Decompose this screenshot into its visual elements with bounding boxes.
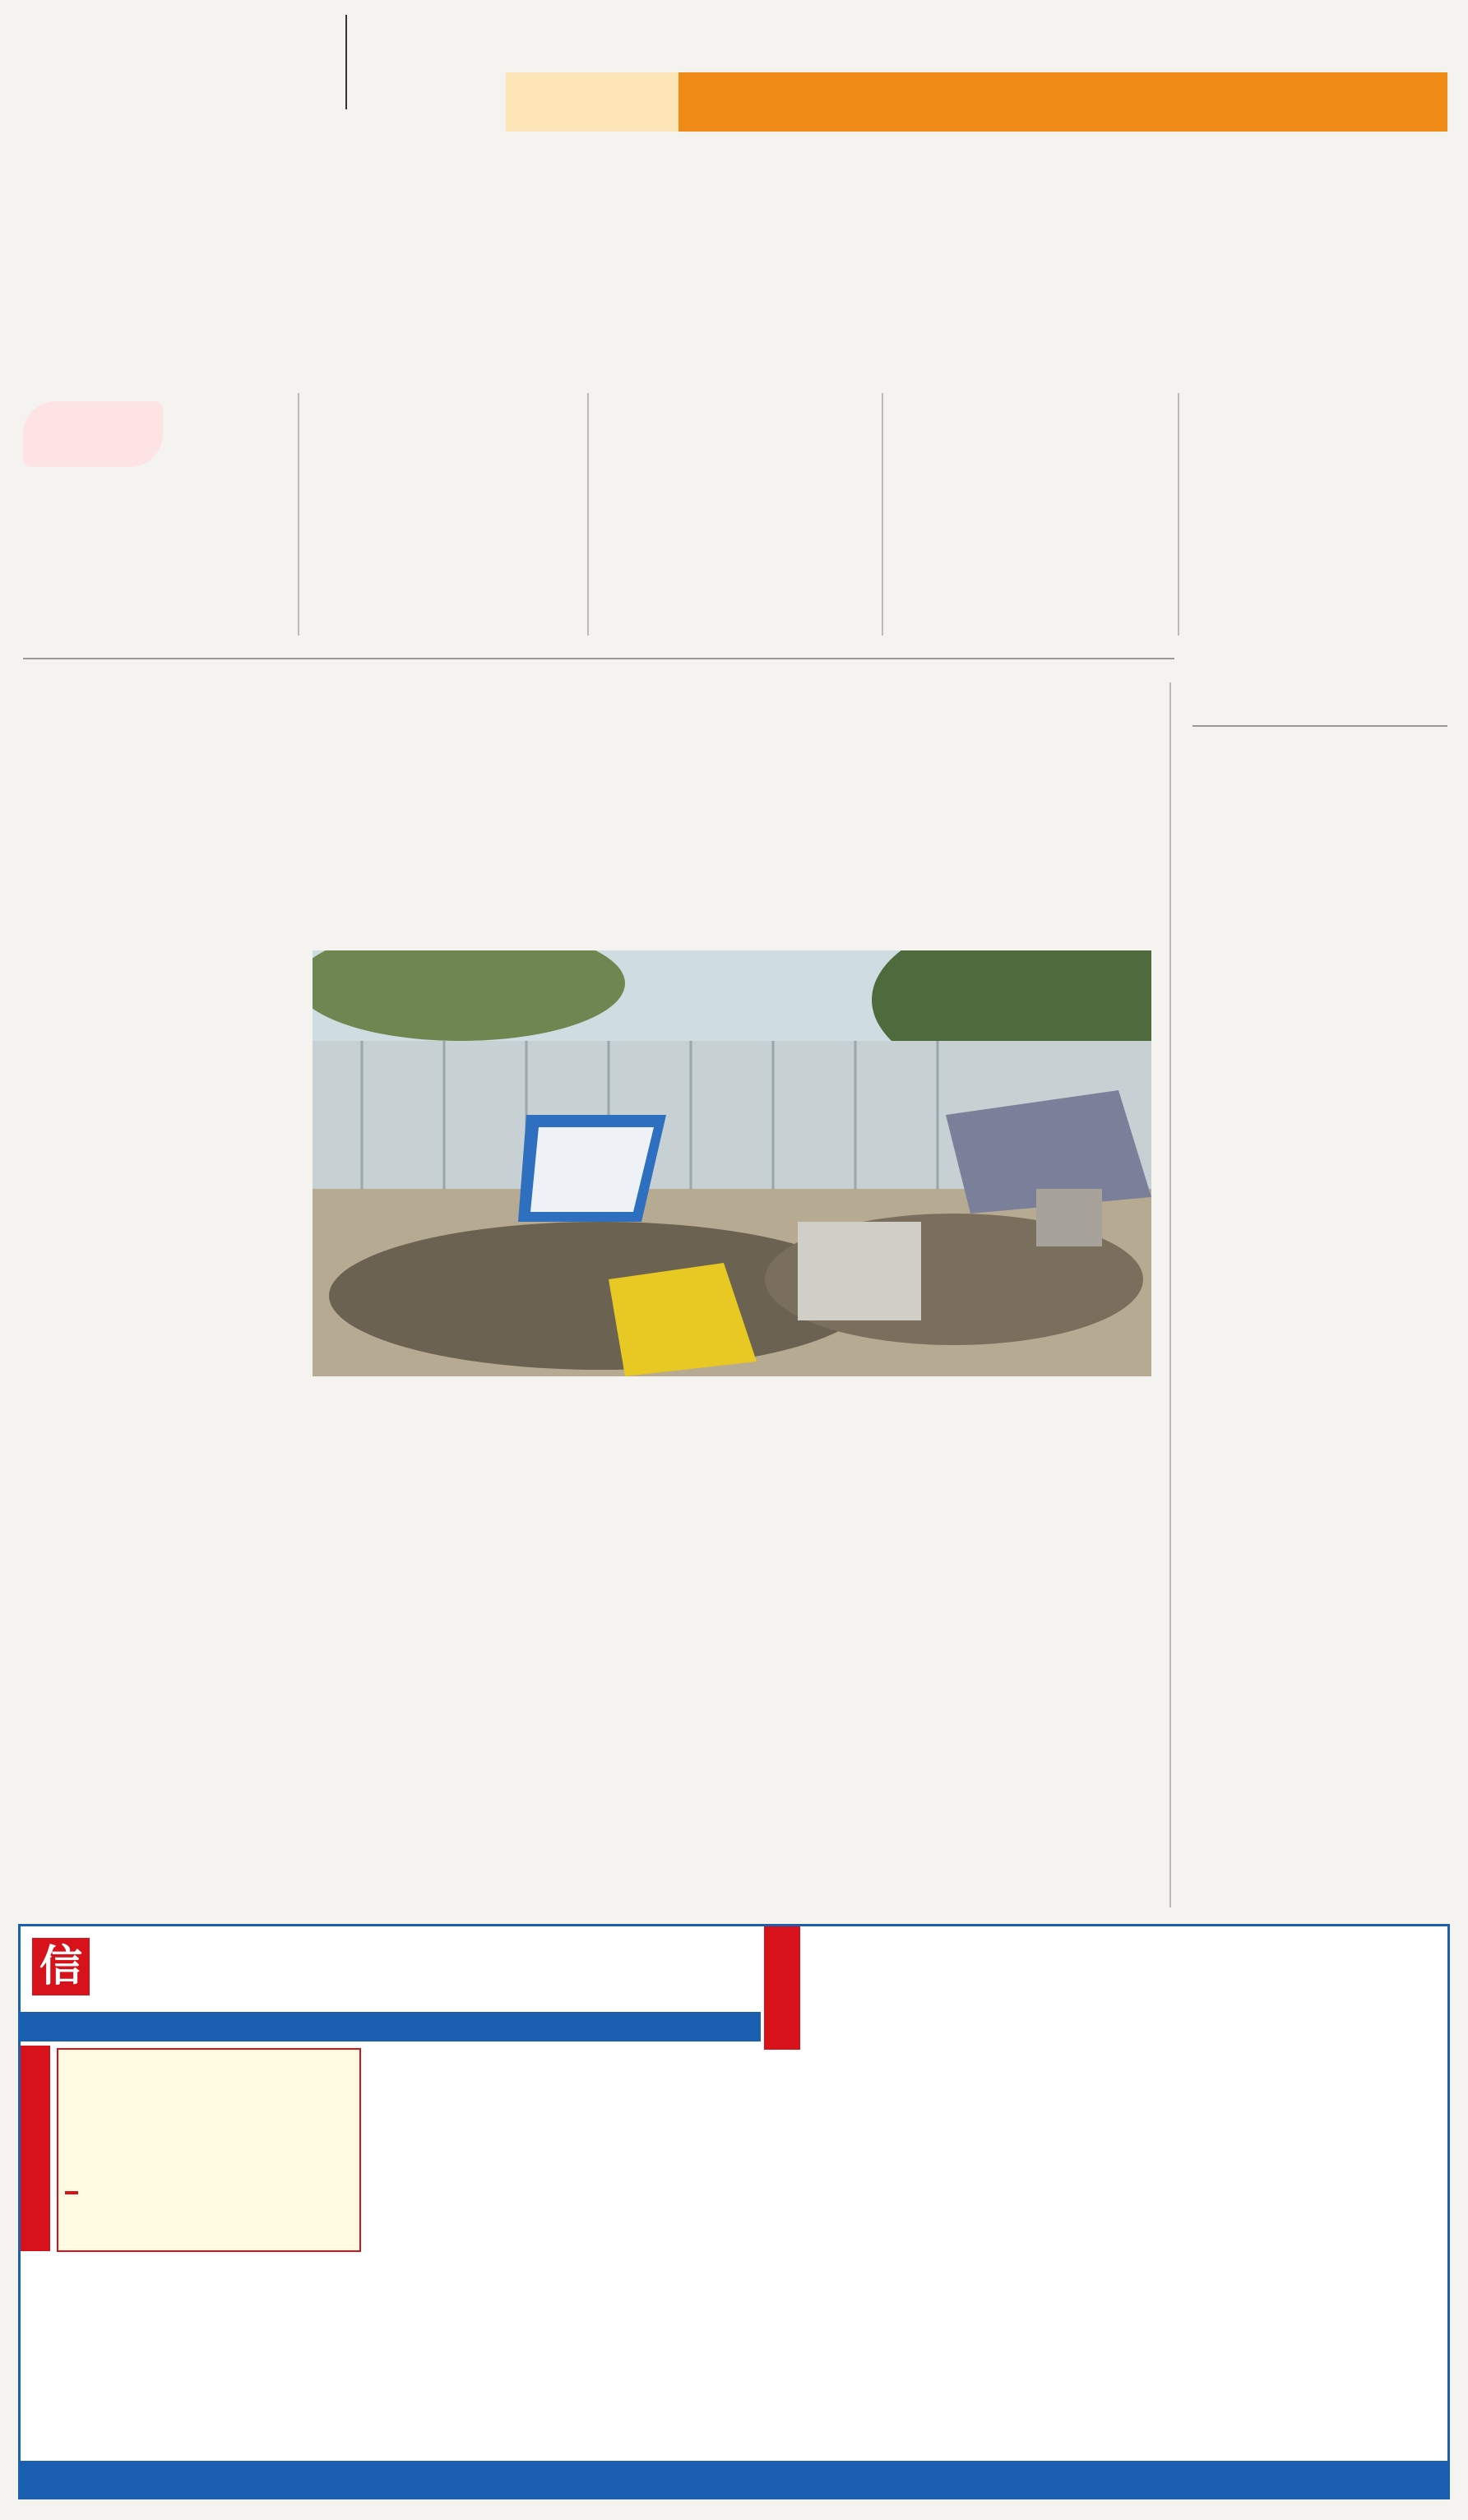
column-rule bbox=[298, 393, 299, 636]
sidebar-rule bbox=[1169, 682, 1171, 1907]
tag-brush-bg bbox=[23, 401, 163, 467]
article2-col1 bbox=[23, 1143, 294, 1903]
header-divider bbox=[345, 15, 347, 109]
article1-lead bbox=[23, 534, 286, 641]
promo-date bbox=[65, 2191, 78, 2194]
column-rule bbox=[1178, 393, 1179, 636]
article1-col2 bbox=[311, 386, 574, 641]
company-address bbox=[21, 2012, 761, 2041]
banner-decoration bbox=[506, 72, 678, 132]
sidebar-body bbox=[1192, 946, 1447, 1903]
outbound-label bbox=[764, 1926, 800, 2050]
article2-col4 bbox=[880, 1490, 1151, 1903]
travel-ad bbox=[18, 1924, 1450, 2499]
promo-box[interactable] bbox=[57, 2048, 361, 2252]
sidebar-label-box bbox=[1192, 691, 1447, 727]
column-rule bbox=[882, 393, 883, 636]
article1-col4 bbox=[896, 386, 1164, 641]
domestic-label bbox=[21, 2046, 50, 2251]
news-photo bbox=[313, 950, 1151, 1376]
tag-logo bbox=[23, 393, 286, 483]
company-logo-icon: 信 bbox=[32, 1938, 90, 1995]
article2-col2 bbox=[313, 1490, 580, 1903]
section-divider bbox=[23, 658, 1174, 659]
column-banner bbox=[506, 72, 1447, 132]
column-rule bbox=[587, 393, 589, 636]
hotline-bar bbox=[21, 2461, 1447, 2497]
article1-col3 bbox=[600, 386, 868, 641]
article1-col5 bbox=[1192, 386, 1447, 641]
article2-col3 bbox=[600, 1398, 868, 1903]
photo-illustration bbox=[313, 950, 1151, 1376]
